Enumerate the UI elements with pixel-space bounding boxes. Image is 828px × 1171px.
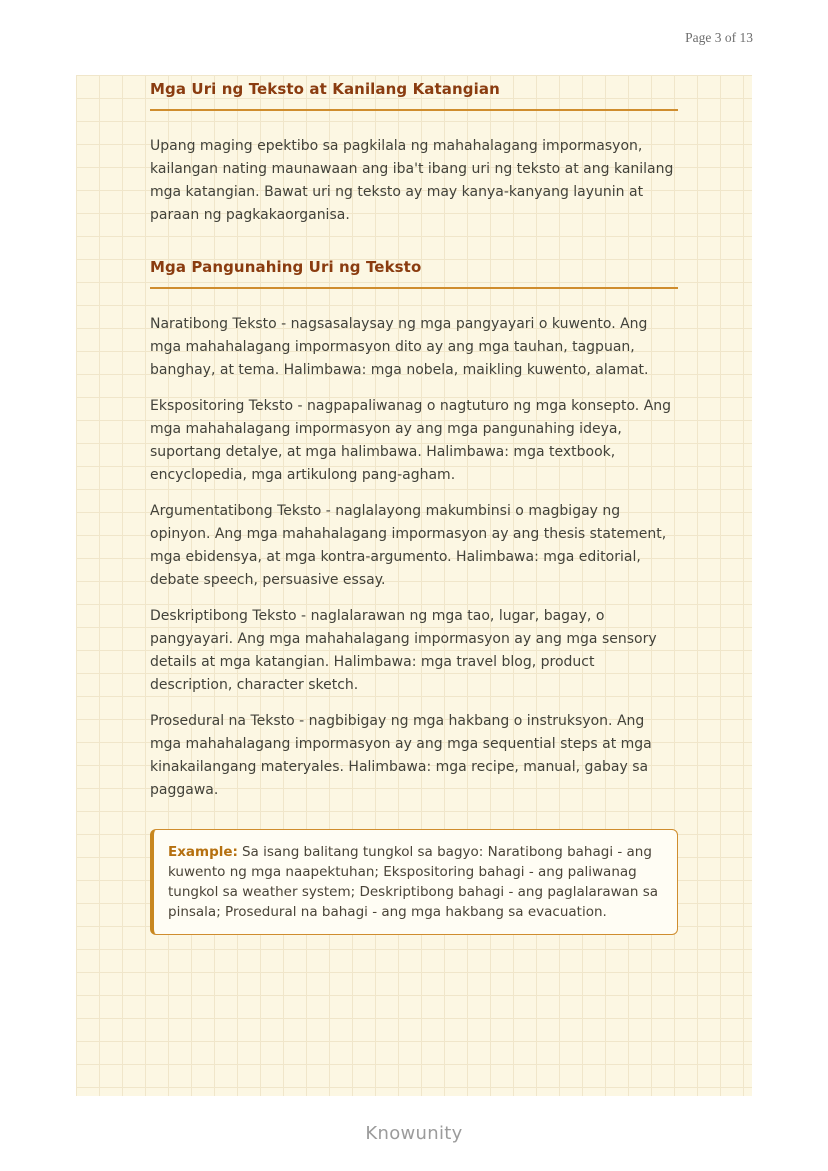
paragraph-prosedural-na-teksto: Prosedural na Teksto - nagbibigay ng mga hakbang o instruksyon. Ang mga mahahalagang impormasyon ay ang mga sequential steps at mga kinakailangang materyales. Halimbawa: mga recipe, manual, gabay sa paggawa. bbox=[150, 713, 652, 798]
example-callout-box bbox=[150, 829, 678, 935]
document-content bbox=[76, 75, 752, 935]
heading-rule bbox=[150, 287, 678, 289]
paragraph-ekspositoring-teksto: Ekspositoring Teksto - nagpapaliwanag o nagtuturo ng mga konsepto. Ang mga mahahalagang impormasyon ay ang mga pangunahing ideya, suportang detalye, at mga halimbawa. Halimbawa: mga textbook, encyclopedia, mga artikulong pang-agham. bbox=[150, 398, 672, 483]
page-indicator: Page 3 of 13 bbox=[685, 30, 753, 45]
example-text: Sa isang balitang tungkol sa bagyo: Naratibong bahagi - ang kuwento ng mga naapektuhan; Ekspositoring bahagi - ang paliwanag tungkol sa weather system; Deskriptibong bahagi - ang paglalarawan sa pinsala; Prosedural na bahagi - ang mga hakbang sa evacuation. bbox=[168, 844, 659, 920]
intro-paragraph: Upang maging epektibo sa pagkilala ng mahahalagang impormasyon, kailangan nating maunawaan ang iba't ibang uri ng teksto at ang kanilang mga katangian. Bawat uri ng teksto ay may kanya-kanyang layunin at paraan ng pagkakaorganisa. bbox=[150, 138, 674, 223]
section-heading-uri-ng-teksto: Mga Uri ng Teksto at Kanilang Katangian bbox=[150, 80, 500, 98]
footer-brand: Knowunity bbox=[365, 1123, 463, 1144]
section-heading-pangunahing-uri: Mga Pangunahing Uri ng Teksto bbox=[150, 258, 422, 276]
heading-rule bbox=[150, 109, 678, 111]
example-label: Example: bbox=[168, 844, 238, 860]
paragraph-naratibong-teksto: Naratibong Teksto - nagsasalaysay ng mga pangyayari o kuwento. Ang mga mahahalagang impormasyon dito ay ang mga tauhan, tagpuan, banghay, at tema. Halimbawa: mga nobela, maikling kuwento, alamat. bbox=[150, 316, 649, 378]
paragraph-deskriptibong-teksto: Deskriptibong Teksto - naglalarawan ng mga tao, lugar, bagay, o pangyayari. Ang mga mahahalagang impormasyon ay ang mga sensory details at mga katangian. Halimbawa: mga travel blog, product description, character sketch. bbox=[150, 608, 657, 693]
paragraph-argumentatibong-teksto: Argumentatibong Teksto - naglalayong makumbinsi o magbigay ng opinyon. Ang mga mahahalagang impormasyon ay ang thesis statement, mga ebidensya, at mga kontra-argumento. Halimbawa: mga editorial, debate speech, persuasive essay. bbox=[150, 503, 667, 588]
paper-sheet bbox=[76, 75, 752, 1096]
